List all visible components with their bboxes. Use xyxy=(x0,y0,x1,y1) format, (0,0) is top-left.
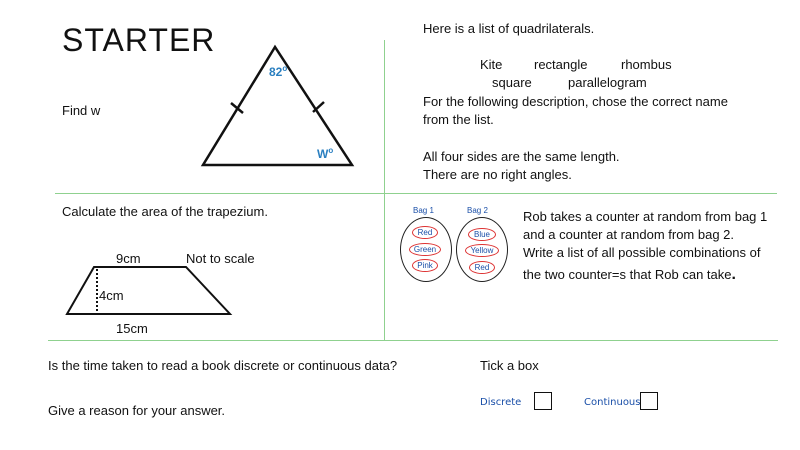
bag2-counter-blue: Blue xyxy=(468,228,496,241)
trapezium-top-length: 9cm xyxy=(116,251,141,266)
quad-instruction-line2: from the list. xyxy=(423,112,494,127)
find-w-prompt: Find w xyxy=(62,103,101,118)
tick-a-box-prompt: Tick a box xyxy=(480,358,539,373)
quad-name-rectangle: rectangle xyxy=(534,57,588,72)
vertical-divider xyxy=(384,40,385,340)
horizontal-divider-top xyxy=(55,193,777,194)
quad-description-line1: All four sides are the same length. xyxy=(423,149,620,164)
discrete-label: Discrete xyxy=(480,397,522,408)
angle-w-label xyxy=(317,146,333,161)
bags-text-line4-period: . xyxy=(731,266,736,283)
not-to-scale-note: Not to scale xyxy=(186,251,255,266)
quad-name-parallelogram: parallelogram xyxy=(568,75,647,90)
angle-82-label xyxy=(269,64,287,79)
bag2-counter-red: Red xyxy=(469,261,495,274)
quad-description-line2: There are no right angles. xyxy=(423,167,572,182)
bags-text-line1: Rob takes a counter at random from bag 1 xyxy=(523,209,768,224)
bag1-counter-pink: Pink xyxy=(412,259,438,272)
give-reason-prompt: Give a reason for your answer. xyxy=(48,403,226,418)
bags-text-line4-main: the two counter=s that Rob can take xyxy=(523,267,732,282)
starter-title: STARTER xyxy=(62,22,216,58)
angle-82-degree: o xyxy=(282,64,288,73)
bag1-label: Bag 1 xyxy=(413,206,434,215)
angle-w-value: W xyxy=(317,147,329,161)
bag2-counter-yellow: Yellow xyxy=(465,244,499,257)
isosceles-triangle-diagram xyxy=(195,40,360,170)
trapezium-shape xyxy=(67,267,230,314)
bag1-counter-green: Green xyxy=(409,243,441,256)
bags-text-line4 xyxy=(523,266,736,284)
bag1-counter-red: Red xyxy=(412,226,438,239)
data-type-question: Is the time taken to read a book discrete or continuous data? xyxy=(48,358,398,373)
angle-82-value: 82 xyxy=(269,65,283,79)
trapezium-prompt: Calculate the area of the trapezium. xyxy=(62,204,268,219)
angle-w-degree: o xyxy=(328,146,334,155)
horizontal-divider-bottom xyxy=(48,340,778,341)
bags-text-line2: and a counter at random from bag 2. xyxy=(523,227,735,242)
quad-intro: Here is a list of quadrilaterals. xyxy=(423,21,595,36)
quad-name-rhombus: rhombus xyxy=(621,57,672,72)
continuous-checkbox[interactable] xyxy=(640,392,658,410)
continuous-label: Continuous xyxy=(584,397,641,408)
quad-instruction-line1: For the following description, chose the correct name xyxy=(423,94,728,109)
trapezium-bottom-length: 15cm xyxy=(116,321,148,336)
discrete-checkbox[interactable] xyxy=(534,392,552,410)
trapezium-height-length: 4cm xyxy=(99,288,124,303)
quad-name-kite: Kite xyxy=(480,57,503,72)
quad-name-square: square xyxy=(492,75,532,90)
trapezium-diagram xyxy=(62,262,237,322)
bag2-label: Bag 2 xyxy=(467,206,488,215)
bags-text-line3: Write a list of all possible combinations of xyxy=(523,245,761,260)
